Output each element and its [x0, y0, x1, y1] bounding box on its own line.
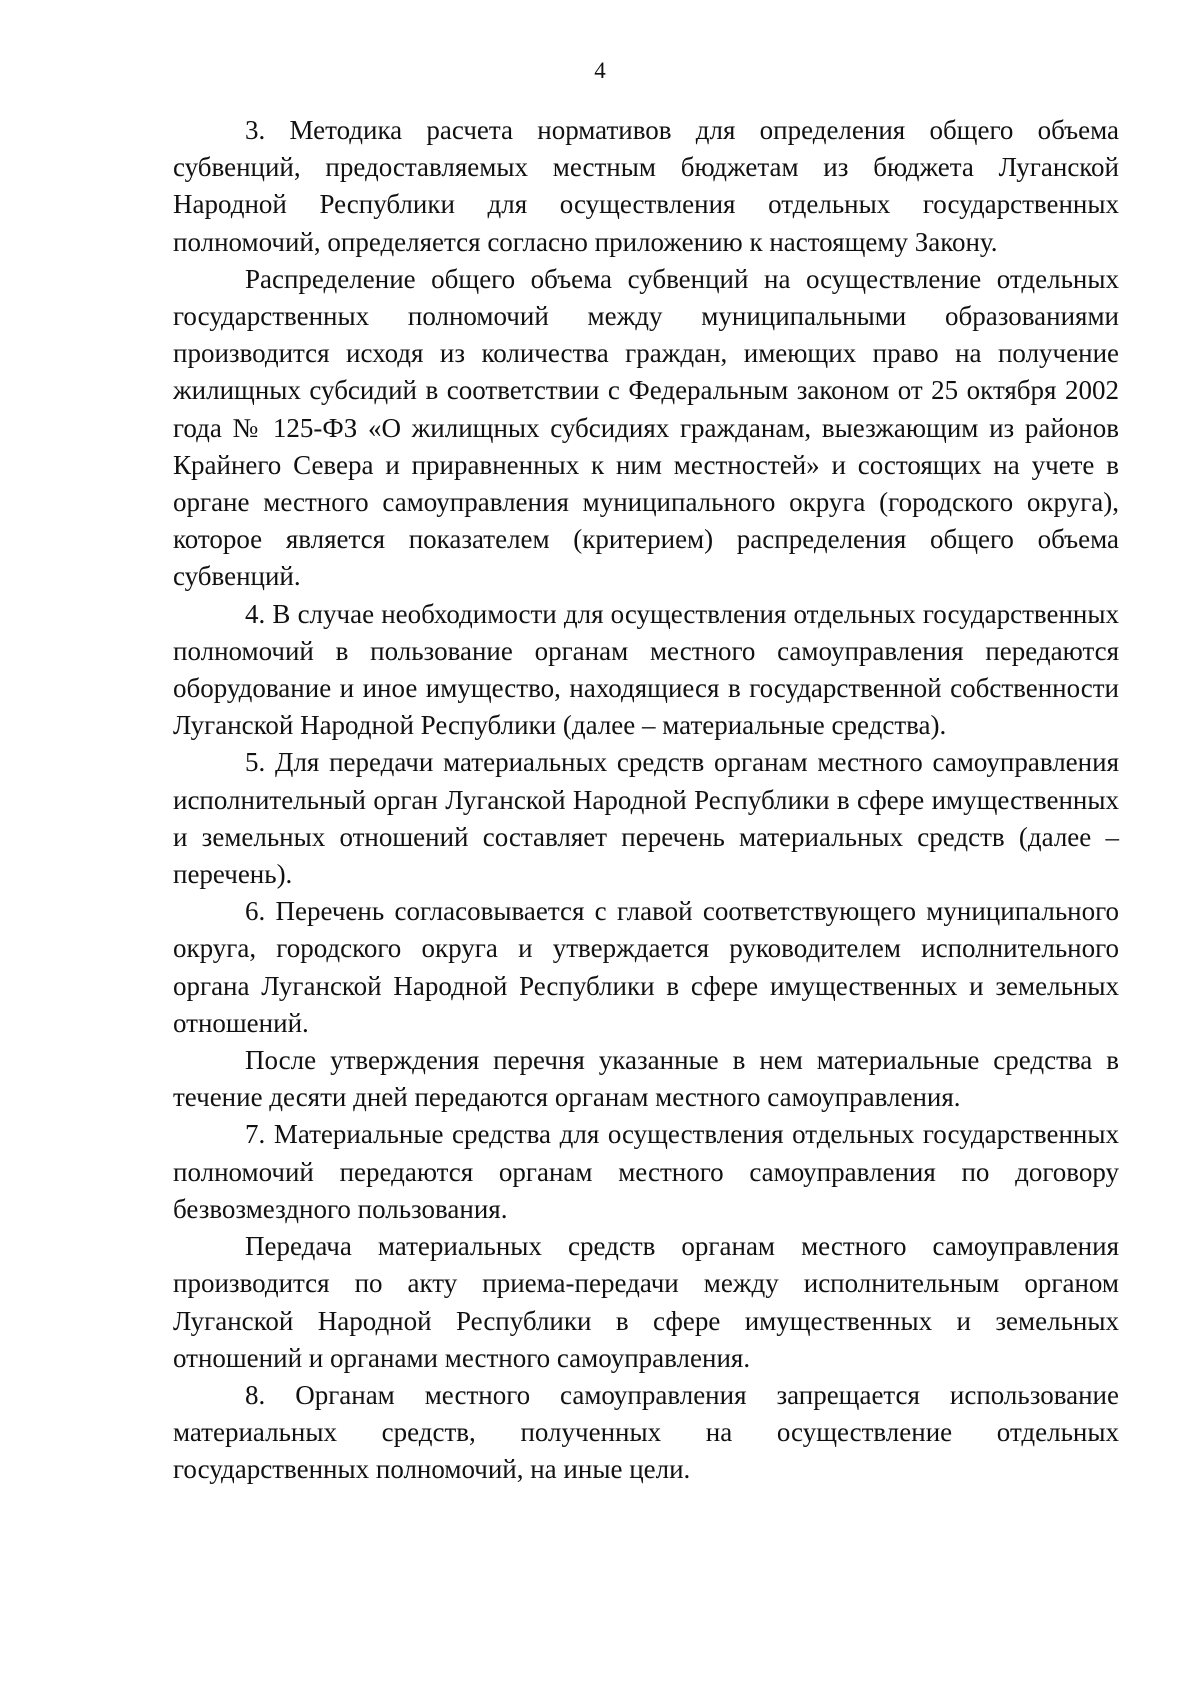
- paragraph-item-3: 3. Методика расчета нормативов для определения общего объема субвенций, предоставляемых местным бюджетам из бюджета Луганской Народной Республики для осуществления отдельных государственных полномочий, определяется согласно приложению к настоящему Закону.: [173, 115, 1119, 257]
- paragraph-subvention-distribution: Распределение общего объема субвенций на осуществление отдельных государственных полномочий между муниципальными образованиями производится исходя из количества граждан, имеющих право на получение жилищных субсидий в соответствии с Федеральным законом от 25 октября 2002 года № 125-ФЗ «О жилищных субсидиях гражданам, выезжающим из районов Крайнего Севера и приравненных к ним местностей» и состоящих на учете в органе местного самоуправления муниципального округа (городского округа), которое является показателем (критерием) распределения общего объема субвенций.: [173, 263, 1119, 592]
- paragraph-item-6: 6. Перечень согласовывается с главой соответствующего муниципального округа, городского округа и утверждается руководителем исполнительного органа Луганской Народной Республики в сфере имущественных и земельных отношений.: [173, 896, 1119, 1038]
- paragraph-item-4: 4. В случае необходимости для осуществления отдельных государственных полномочий в пользование органам местного самоуправления передаются оборудование и иное имущество, находящиеся в государственной собственности Луганской Народной Республики (далее – материальные средства).: [173, 598, 1119, 741]
- paragraph-item-7: 7. Материальные средства для осуществления отдельных государственных полномочий передаются органам местного самоуправления по договору безвозмездного пользования.: [173, 1119, 1119, 1224]
- page-number: 4: [594, 58, 606, 83]
- paragraph-item-5: 5. Для передачи материальных средств органам местного самоуправления исполнительный орган Луганской Народной Республики в сфере имущественных и земельных отношений составляет перечень материальных средств (далее – перечень).: [173, 747, 1119, 890]
- paragraph-after-approval: После утверждения перечня указанные в нем материальные средства в течение десяти дней передаются органам местного самоуправления.: [173, 1045, 1119, 1113]
- paragraph-transfer-act: Передача материальных средств органам местного самоуправления производится по акту приема-передачи между исполнительным органом Луганской Народной Республики в сфере имущественных и земельных отношений и органами местного самоуправления.: [173, 1231, 1119, 1373]
- paragraph-item-8: 8. Органам местного самоуправления запрещается использование материальных средств, полученных на осуществление отдельных государственных полномочий, на иные цели.: [173, 1379, 1119, 1485]
- document-body: [173, 112, 1119, 1489]
